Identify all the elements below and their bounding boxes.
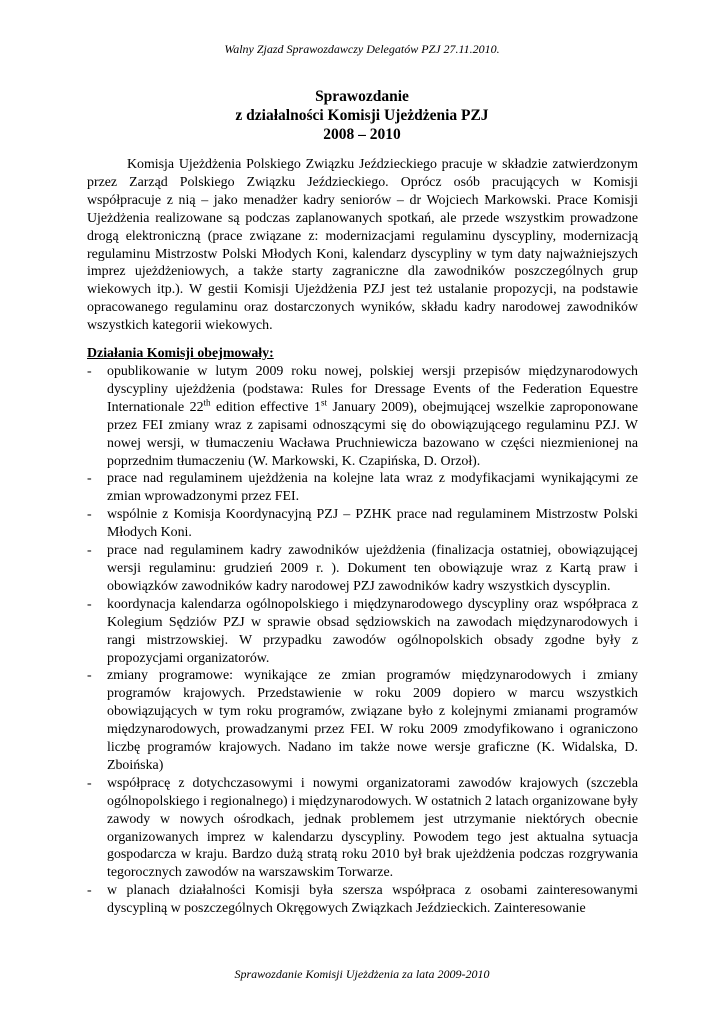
page-footer: Sprawozdanie Komisji Ujeżdżenia za lata 2009-2010 (234, 967, 490, 981)
list-item: - zmiany programowe: wynikające ze zmian programów międzynarodowych i zmiany programów krajowych. Przedstawienie w roku 2009 dopiero w marcu wszystkich obowiązujących w tym roku programów, związane było z kolejnymi zmianami programów międzynarodowych, prowadzanymi przez FEI. W roku 2009 zmodyfikowano i ograniczono liczbę programów krajowych. Nadano im także nowe wersje graficzne (K. Widalska, D. Zboińska) (87, 667, 638, 774)
list-item: - współpracę z dotychczasowymi i nowymi organizatorami zawodów krajowych (szczebla ogólnopolskiego i regionalnego) i międzynarodowych. W ostatnich 2 latach organizowane były zawody w nowych ośrodkach, jednak problemem jest utrzymanie niektórych obecnie organizowanych imprez w kalendarzu dyscypliny. Powodem tego jest aktualna sytuacja gospodarcza w kraju. Bardzo dużą stratą roku 2010 był brak ujeżdżenia podczas rozgrywania tegorocznych zawodów na warszawskim Torwarze. (87, 775, 638, 882)
superscript: st (320, 397, 327, 408)
list-item: - prace nad regulaminem kadry zawodników ujeżdżenia (finalizacja ostatniej, obowiązującej wersji regulaminu: grudzień 2009 r. ). Dokument ten obowiązuje wraz z Kartą praw i obowiązków zawodników kadry narodowej PZJ zawodników kadry wszystkich dyscyplin. (87, 542, 638, 596)
list-item: - wspólnie z Komisja Koordynacyjną PZJ – PZHK prace nad regulaminem Mistrzostw Polski Młodych Koni. (87, 506, 638, 542)
list-item: - prace nad regulaminem ujeżdżenia na kolejne lata wraz z modyfikacjami wynikającymi ze zmian wprowadzonymi przez FEI. (87, 470, 638, 506)
title-line-2: z działalności Komisji Ujeżdżenia PZJ (235, 107, 489, 124)
list-item-text: opublikowanie w lutym 2009 roku nowej, polskiej wersji przepisów międzynarodowych dyscypliny ujeżdżenia (podstawa: Rules for Dressage Events of the Federation Equestre Internationale 22 (107, 364, 638, 415)
title-line-3: 2008 – 2010 (323, 126, 401, 143)
list-item: - koordynacja kalendarza ogólnopolskiego i międzynarodowego dyscypliny oraz współpraca z Kolegium Sędziów PZJ w sprawie obsad sędziowskich na zawodach międzynarodowych i rangi mistrzowskiej. W przypadku zawodów ogólnopolskich obsady zgodne były z propozycjami organizatorów. (87, 596, 638, 668)
activities-heading: Działania Komisji obejmowały: (87, 346, 274, 361)
superscript: th (203, 397, 211, 408)
page-header: Walny Zjazd Sprawozdawczy Delegatów PZJ 27.11.2010. (224, 42, 500, 56)
list-item: - w planach działalności Komisji była szersza współpraca z osobami zainteresowanymi dyscypliną w poszczególnych Okręgowych Związkach Jeździeckich. Zainteresowanie (87, 882, 638, 918)
report-title (0, 87, 724, 144)
title-line-1: Sprawozdanie (315, 88, 409, 105)
list-item (87, 363, 638, 470)
list-item-text: edition effective 1 (210, 399, 321, 415)
activities-list (87, 363, 638, 918)
list-item-text: January 2009), obejmującej wszelkie zaproponowane przez FEI zmiany wraz z zapisami odnoszącymi się do obowiązującego regulaminu PZJ. W nowej wersji, w tłumaczeniu Wacława Pruchniewicza bazowano w części niezmienionej na poprzednim tłumaczeniu (W. Markowski, K. Czapińska, D. Orzoł). (107, 399, 638, 469)
intro-paragraph: Komisja Ujeżdżenia Polskiego Związku Jeździeckiego pracuje w składzie zatwierdzonym przez Zarząd Polskiego Związku Jeździeckiego. Oprócz osób pracujących w Komisji współpracuje z nią – jako menadżer kadry seniorów – dr Wojciech Markowski. Prace Komisji Ujeżdżenia realizowane są podczas zaplanowanych spotkań, ale przede wszystkim prowadzone drogą elektroniczną (prace związane z: modernizacjami regulaminu dyscypliny, modernizacją regulaminu Mistrzostw Polski Młodych Koni, kalendarz dyscypliny w tym daty najważniejszych imprez ujeżdżeniowych, a także starty zagraniczne dla zawodników poszczególnych grup wiekowych itp.). W gestii Komisji Ujeżdżenia PZJ jest też ustalanie propozycji, na podstawie opracowanego regulaminu oraz dostarczonych wyników, składu kadry narodowej zawodników wszystkich kategorii wiekowych. (87, 157, 638, 334)
